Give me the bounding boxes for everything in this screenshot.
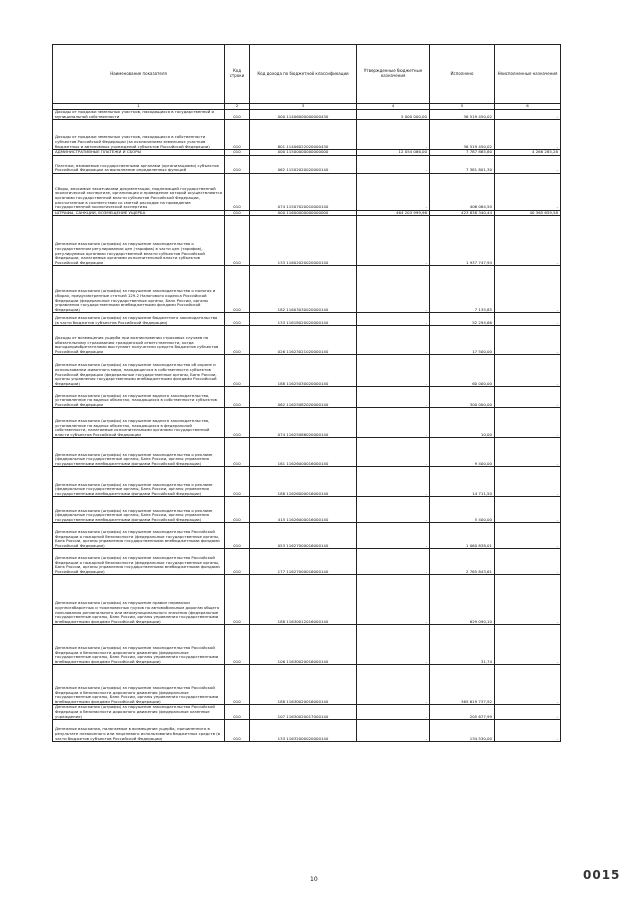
cell-executed: 1 060 838,01	[430, 523, 495, 549]
cell-kbk: 801 11406022020000430	[250, 120, 357, 150]
cell-name: Сборы, вносимые заказчиками документации, подлежащей государственной экологической экспертизе, организация и проведение которой осуществляются органами государственной власти субъектов Российской Федерации, рассчитанные в соответствии со сметой расходов на проведение государственной экологической экспертизы	[53, 173, 225, 210]
table-row	[53, 120, 561, 150]
cell-approved: -	[357, 720, 430, 742]
table-row	[53, 216, 561, 266]
cell-approved: -	[357, 266, 430, 313]
header-executed: Исполнено	[430, 45, 495, 104]
table-row	[53, 467, 561, 497]
cell-approved: -	[357, 120, 430, 150]
cell-executed: 36 519 450,02	[430, 120, 495, 150]
cell-kbk: 188 11625030020000140	[250, 355, 357, 387]
cell-code: 010	[225, 549, 250, 575]
cell-approved: -	[357, 355, 430, 387]
cell-kbk: 106 11630020016000140	[250, 625, 357, 665]
cell-code: 010	[225, 438, 250, 467]
cell-unexecuted: -	[495, 625, 561, 665]
cell-executed: 300 000,00	[430, 387, 495, 408]
cell-kbk: 177 11627000016000140	[250, 549, 357, 575]
cell-name: Денежные взыскания (штрафы) за нарушение законодательства о рекламе (федеральные государственные органы, Банк России, органы управления государственными внебюджетными фондами Российской Федерации)	[53, 438, 225, 467]
cell-unexecuted: -	[495, 110, 561, 120]
table-row	[53, 326, 561, 355]
cell-name: Денежные взыскания (штрафы) за нарушение законодательства Российской Федерации о безопасности дорожного движения (федеральные государственные органы, Банк России, органы управления государственными внебюджетными фондами Российской Федерации)	[53, 625, 225, 665]
table-row	[53, 110, 561, 120]
cell-code: 010	[225, 408, 250, 438]
table-body	[53, 110, 561, 742]
cell-executed: 2 765 843,61	[430, 549, 495, 575]
cell-unexecuted: -	[495, 575, 561, 625]
cell-executed: 7 787 865,80	[430, 150, 495, 156]
table-row	[53, 387, 561, 408]
column-number: 4	[357, 104, 430, 110]
cell-name: Денежные взыскания (штрафы) за нарушение законодательства Российской Федерации о безопасности дорожного движения (федеральные казенные учреждения)	[53, 705, 225, 720]
cell-kbk: 188 11630012016000140	[250, 575, 357, 625]
column-number: 1	[53, 104, 225, 110]
cell-kbk: 074 11507020010000140	[250, 173, 357, 210]
cell-unexecuted: -	[495, 523, 561, 549]
cell-code: 010	[225, 705, 250, 720]
header-kbk: Код дохода по бюджетной классификации	[250, 45, 357, 104]
cell-code: 010	[225, 575, 250, 625]
table-row	[53, 355, 561, 387]
cell-code: 010	[225, 467, 250, 497]
cell-code: 010	[225, 387, 250, 408]
cell-unexecuted: -	[495, 497, 561, 523]
cell-executed: 423 838 340,44	[430, 210, 495, 216]
cell-name: Денежные взыскания (штрафы) за нарушение законодательства о налогах и сборах, предусмотренные статьей 129.2 Налогового кодекса Российской Федерации (федеральные государственные органы, Банк России, органы управления государственными внебюджетными фондами Российской Федерации)	[53, 266, 225, 313]
table-row	[53, 155, 561, 173]
cell-code: 010	[225, 497, 250, 523]
cell-kbk: 133 11602020020000140	[250, 216, 357, 266]
cell-executed: 10,00	[430, 408, 495, 438]
cell-unexecuted: -	[495, 387, 561, 408]
cell-code: 010	[225, 266, 250, 313]
table-row	[53, 497, 561, 523]
cell-executed: 52 294,66	[430, 313, 495, 326]
cell-approved: -	[357, 625, 430, 665]
cell-unexecuted: -	[495, 720, 561, 742]
cell-kbk: 000 11600000000000000	[250, 210, 357, 216]
cell-kbk: 107 11630020017000140	[250, 705, 357, 720]
column-number: 3	[250, 104, 357, 110]
cell-name: Доходы от продажи земельных участков, находящихся в государственной и муниципальной собственности	[53, 110, 225, 120]
cell-name: Платежи, взимаемые государственными органами (организациями) субъектов Российской Федерации за выполнение определенных функций	[53, 155, 225, 173]
cell-executed: 205 677,99	[430, 705, 495, 720]
cell-executed: 36 519 450,02	[430, 110, 495, 120]
cell-kbk: 062 11502020020000140	[250, 155, 357, 173]
cell-executed: 365 619 737,92	[430, 665, 495, 705]
column-number: 2	[225, 104, 250, 110]
cell-approved: -	[357, 408, 430, 438]
cell-executed: 7 135,85	[430, 266, 495, 313]
cell-name: Денежные взыскания (штрафы) за нарушение законодательства о рекламе (федеральные государственные органы, Банк России, органы управления государственными внебюджетными фондами Российской Федерации)	[53, 497, 225, 523]
cell-code: 010	[225, 665, 250, 705]
cell-approved: -	[357, 665, 430, 705]
cell-name: Денежные взыскания (штрафы) за нарушение водного законодательства, установленное на водных объектах, находящихся в федеральной собственности, налагаемые исполнительными органами государственной власти субъектов Российской Федерации	[53, 408, 225, 438]
cell-name: Доходы от продажи земельных участков, находящихся в собственности субъектов Российской Федерации (за исключением земельных участков бюджетных и автономных учреждений субъектов Российской Федерации)	[53, 120, 225, 150]
cell-kbk: 133 11632000020000140	[250, 720, 357, 742]
column-number: 5	[430, 104, 495, 110]
table-row	[53, 549, 561, 575]
cell-code: 010	[225, 216, 250, 266]
cell-name: Денежные взыскания (штрафы) за нарушение законодательства Российской Федерации о безопасности дорожного движения (федеральные государственные органы, Банк России, органы управления государственными внебюджетными фондами Российской Федерации)	[53, 665, 225, 705]
header-name: Наименование показателя	[53, 45, 225, 104]
cell-unexecuted: -	[495, 266, 561, 313]
cell-code: 010	[225, 110, 250, 120]
table-row	[53, 705, 561, 720]
cell-name: Доходы от возмещения ущерба при возникновении страховых случаев по обязательному страхованию гражданской ответственности, когда выгодоприобретателями выступают получатели средств бюджетов субъектов Российской Федерации	[53, 326, 225, 355]
page-number: 10	[310, 876, 318, 883]
cell-executed: 629 090,10	[430, 575, 495, 625]
cell-code: 010	[225, 355, 250, 387]
cell-name: Денежные взыскания (штрафы) за нарушение законодательства о государственном регулировании цен (тарифов) в части цен (тарифов), регулируемых органами государственной власти субъектов Российской Федерации, налагаемые органами исполнительной власти субъектов Российской Федерации	[53, 216, 225, 266]
cell-code: 010	[225, 720, 250, 742]
table-row	[53, 408, 561, 438]
cell-unexecuted: -	[495, 326, 561, 355]
cell-name: Денежные взыскания, налагаемые в возмещение ущерба, причиненного в результате незаконного или нецелевого использования бюджетных средств (в части бюджетов субъектов Российской Федерации)	[53, 720, 225, 742]
cell-executed: 1 937 747,94	[430, 216, 495, 266]
cell-code: 010	[225, 210, 250, 216]
cell-executed: 17 500,00	[430, 326, 495, 355]
table-row	[53, 210, 561, 216]
table-row	[53, 266, 561, 313]
cell-unexecuted: 40 365 659,58	[495, 210, 561, 216]
cell-unexecuted: -	[495, 665, 561, 705]
cell-executed: 60 000,00	[430, 355, 495, 387]
cell-name: Денежные взыскания (штрафы) за нарушение законодательства Российской Федерации о пожарной безопасности (федеральные государственные органы, Банк России, органы управления государственными внебюджетными фондами Российской Федерации)	[53, 523, 225, 549]
cell-approved: 5 000 000,00	[357, 110, 430, 120]
table-row	[53, 173, 561, 210]
cell-executed: 5 400,00	[430, 497, 495, 523]
table-row	[53, 150, 561, 156]
cell-approved: -	[357, 438, 430, 467]
cell-approved: -	[357, 387, 430, 408]
table-row	[53, 438, 561, 467]
cell-unexecuted: -	[495, 173, 561, 210]
cell-unexecuted: -	[495, 467, 561, 497]
cell-kbk: 000 11500000000000000	[250, 150, 357, 156]
cell-approved: -	[357, 575, 430, 625]
cell-unexecuted: -	[495, 120, 561, 150]
cell-code: 010	[225, 326, 250, 355]
cell-executed: 14 711,50	[430, 467, 495, 497]
table-row	[53, 720, 561, 742]
sheet-stamp: 0015	[583, 868, 621, 882]
cell-approved: 464 203 999,96	[357, 210, 430, 216]
cell-executed: 134 530,00	[430, 720, 495, 742]
table-row	[53, 625, 561, 665]
table-row	[53, 665, 561, 705]
cell-code: 010	[225, 150, 250, 156]
cell-name: Денежные взыскания (штрафы) за нарушение законодательства о рекламе (федеральные государственные органы, Банк России, органы управления государственными внебюджетными фондами Российской Федерации)	[53, 467, 225, 497]
cell-unexecuted: -	[495, 438, 561, 467]
column-number: 6	[495, 104, 561, 110]
cell-kbk: 053 11627000016000140	[250, 523, 357, 549]
cell-kbk: 062 11625082020000140	[250, 387, 357, 408]
income-table	[52, 44, 561, 742]
cell-approved: -	[357, 155, 430, 173]
cell-approved: -	[357, 549, 430, 575]
cell-code: 010	[225, 523, 250, 549]
cell-approved: -	[357, 326, 430, 355]
cell-executed: 406 064,50	[430, 173, 495, 210]
cell-executed: 31,74	[430, 625, 495, 665]
cell-code: 010	[225, 155, 250, 173]
cell-approved: -	[357, 497, 430, 523]
cell-kbk: 188 11630020016000140	[250, 665, 357, 705]
header-code: Код строки	[225, 45, 250, 104]
cell-name: ШТРАФЫ, САНКЦИИ, ВОЗМЕЩЕНИЕ УЩЕРБА	[53, 210, 225, 216]
cell-name: Денежные взыскания (штрафы) за нарушение законодательства об охране и использовании животного мира, находящегося в собственности субъектов Российской Федерации (федеральные государственные органы, Банк России, органы управления государственными внебюджетными фондами Российской Федерации)	[53, 355, 225, 387]
cell-kbk: 188 11626000016000140	[250, 467, 357, 497]
cell-code: 010	[225, 120, 250, 150]
report-sheet	[52, 44, 560, 742]
cell-kbk: 133 11618020020000140	[250, 313, 357, 326]
table-row	[53, 313, 561, 326]
cell-name: Денежные взыскания (штрафы) за нарушение законодательства Российской Федерации о пожарной безопасности (федеральные государственные органы, Банк России, органы управления государственными внебюджетными фондами Российской Федерации)	[53, 549, 225, 575]
cell-approved: -	[357, 313, 430, 326]
table-row	[53, 523, 561, 549]
cell-kbk: 000 11406000000000430	[250, 110, 357, 120]
cell-name: Денежные взыскания (штрафы) за нарушение водного законодательства, установленное на водных объектах, находящихся в собственности субъектов Российской Федерации	[53, 387, 225, 408]
cell-approved: -	[357, 216, 430, 266]
cell-unexecuted: -	[495, 705, 561, 720]
cell-code: 010	[225, 313, 250, 326]
cell-kbk: 415 11626000016000140	[250, 497, 357, 523]
header-unexecuted: Неисполненные назначения	[495, 45, 561, 104]
cell-approved: -	[357, 523, 430, 549]
cell-unexecuted: -	[495, 355, 561, 387]
cell-kbk: 161 11626000016000140	[250, 438, 357, 467]
cell-executed: 9 400,00	[430, 438, 495, 467]
cell-name: Денежные взыскания (штрафы) за нарушение бюджетного законодательства (в части бюджетов субъектов Российской Федерации)	[53, 313, 225, 326]
cell-unexecuted: -	[495, 549, 561, 575]
cell-unexecuted: 4 266 285,28	[495, 150, 561, 156]
cell-unexecuted: -	[495, 155, 561, 173]
cell-unexecuted: -	[495, 216, 561, 266]
cell-code: 010	[225, 173, 250, 210]
cell-name: Денежные взыскания (штрафы) за нарушение правил перевозки крупногабаритных и тяжеловесных грузов по автомобильным дорогам общего пользования регионального или межмуниципального значения (федеральные государственные органы, Банк России, органы управления государственными внебюджетными фондами Российской Федерации)	[53, 575, 225, 625]
header-row	[53, 45, 561, 104]
cell-code: 010	[225, 625, 250, 665]
header-approved: Утвержденные бюджетные назначения	[357, 45, 430, 104]
cell-unexecuted: -	[495, 313, 561, 326]
cell-approved: -	[357, 467, 430, 497]
cell-name: АДМИНИСТРАТИВНЫЕ ПЛАТЕЖИ И СБОРЫ	[53, 150, 225, 156]
cell-executed: 7 381 801,30	[430, 155, 495, 173]
cell-unexecuted: -	[495, 408, 561, 438]
cell-approved: 12 054 086,00	[357, 150, 430, 156]
cell-kbk: 026 11623021020000140	[250, 326, 357, 355]
cell-approved: -	[357, 705, 430, 720]
cell-kbk: 074 11625086020000140	[250, 408, 357, 438]
cell-approved: -	[357, 173, 430, 210]
table-row	[53, 575, 561, 625]
cell-kbk: 182 11603030020000140	[250, 266, 357, 313]
